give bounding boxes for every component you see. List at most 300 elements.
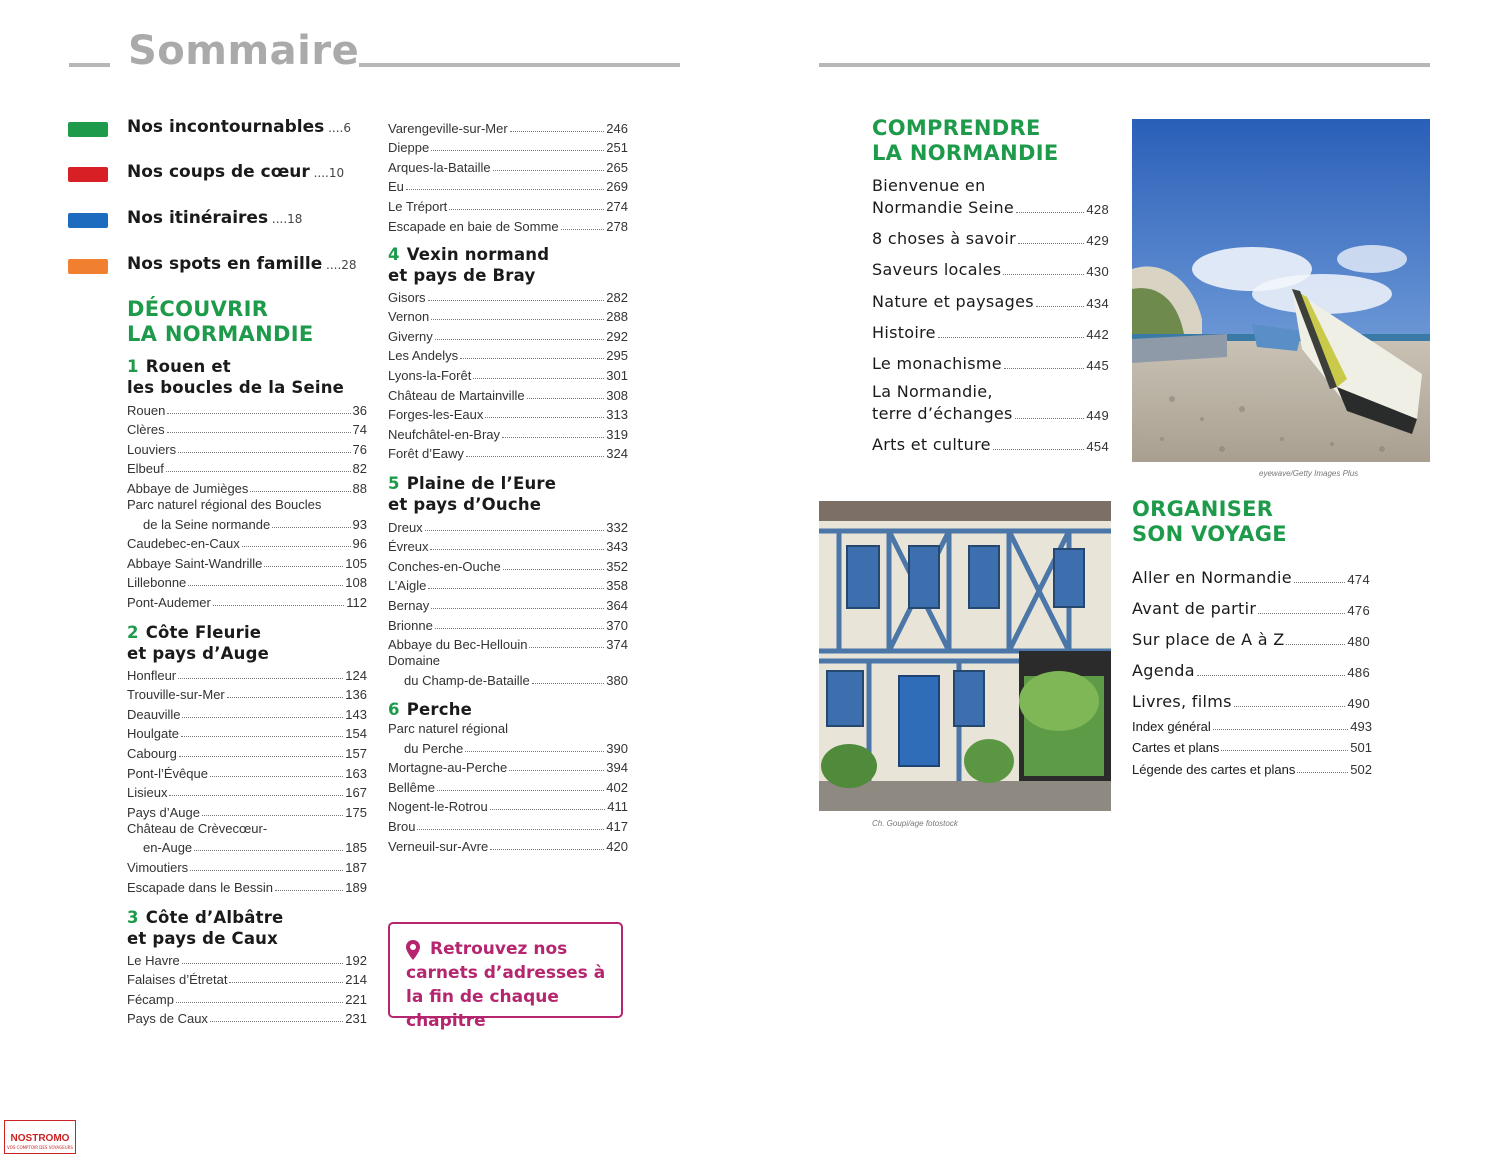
entry-page: 352 — [606, 558, 628, 574]
callout-text: Retrouvez nos carnets d’adresses à la fin de chaque chapitre — [406, 939, 606, 1031]
dot-leader — [485, 417, 604, 418]
entry-name: Pont-l’Évêque — [127, 765, 208, 781]
dot-leader — [428, 588, 604, 589]
entry-page: 175 — [345, 804, 367, 820]
organiser-small-list — [1132, 712, 1372, 777]
highlight-label — [127, 117, 351, 137]
entry-page: 430 — [1086, 264, 1109, 279]
highlight-page: ....28 — [322, 258, 357, 272]
comprendre-entry-wrap — [872, 289, 1109, 311]
comprendre-entry[interactable] — [872, 351, 1109, 373]
toc-entry[interactable] — [127, 875, 367, 895]
organiser-small-entry[interactable] — [1132, 712, 1372, 734]
comprendre-entry[interactable] — [872, 257, 1109, 279]
entry-page: 308 — [606, 387, 628, 403]
entry-name: Parc naturel régional des Boucles — [127, 496, 322, 512]
toc-entry[interactable] — [388, 574, 628, 594]
toc-entry[interactable] — [388, 422, 628, 442]
dot-leader — [1036, 306, 1085, 307]
entry-page: 76 — [352, 441, 367, 457]
toc-entry[interactable] — [388, 363, 628, 383]
organiser-entry[interactable] — [1132, 618, 1370, 649]
toc-entry[interactable] — [127, 702, 367, 722]
entry-name: Abbaye du Bec-Hellouin — [388, 637, 528, 653]
toc-entry[interactable] — [388, 554, 628, 574]
entry-page: 502 — [1350, 761, 1372, 777]
entry-page: 474 — [1347, 572, 1370, 587]
entry-name: terre d’échanges — [872, 404, 1013, 423]
entry-name: Pont-Audemer — [127, 594, 211, 610]
toc-entry[interactable] — [388, 116, 628, 136]
dot-leader — [250, 491, 350, 492]
entry-name: Giverny — [388, 328, 433, 344]
entry-name: Neufchâtel-en-Bray — [388, 426, 500, 442]
dot-leader — [502, 437, 604, 438]
dot-leader — [179, 756, 343, 757]
entry-page: 490 — [1347, 696, 1370, 711]
chapter-heading — [127, 357, 344, 398]
entry-page: 454 — [1086, 439, 1109, 454]
chapter-number: 5 — [388, 474, 400, 493]
dot-leader — [242, 546, 351, 547]
entry-name: Lisieux — [127, 785, 168, 801]
entry-name: Normandie Seine — [872, 198, 1015, 217]
dot-leader — [227, 697, 344, 698]
entry-name: Brou — [388, 818, 416, 834]
entry-name: Conches-en-Ouche — [388, 558, 501, 574]
entry-name: Agenda — [1132, 661, 1195, 680]
entry-name: du Champ-de-Bataille — [404, 672, 530, 688]
toc-entry[interactable] — [388, 756, 628, 776]
dot-leader — [417, 829, 604, 830]
chapter-heading — [388, 700, 472, 721]
page-title: Sommaire — [128, 28, 360, 74]
dot-leader — [167, 432, 351, 433]
comprendre-entry[interactable] — [872, 195, 1109, 217]
dot-leader — [275, 890, 343, 891]
entry-name: Avant de partir — [1132, 599, 1257, 618]
entry-page: 292 — [606, 328, 628, 344]
toc-entry[interactable] — [388, 795, 628, 815]
organiser-entry[interactable] — [1132, 556, 1370, 587]
entry-name: Pays de Caux — [127, 1011, 208, 1027]
entry-name: en-Auge — [143, 840, 193, 856]
dot-leader — [993, 449, 1085, 450]
entry-page: 124 — [345, 667, 367, 683]
chapter-title-line1: Rouen et — [145, 357, 231, 376]
toc-entry[interactable] — [388, 633, 628, 653]
highlight-name: Nos incontournables — [127, 117, 325, 137]
chapter-entries — [388, 515, 628, 688]
toc-entry[interactable] — [388, 814, 628, 834]
organiser-entry[interactable] — [1132, 649, 1370, 680]
entry-name: Dieppe — [388, 140, 430, 156]
entry-page: 428 — [1086, 202, 1109, 217]
highlight-name: Nos itinéraires — [127, 208, 269, 228]
toc-entry[interactable] — [127, 398, 367, 418]
entry-name: Vernon — [388, 309, 430, 325]
entry-name: Bellême — [388, 779, 435, 795]
dot-leader — [188, 585, 343, 586]
toc-entry[interactable] — [388, 324, 628, 344]
entry-name: du Perche — [404, 740, 464, 756]
entry-name: Château de Crèvecœur- — [127, 820, 268, 836]
toc-entry[interactable] — [388, 720, 628, 736]
entry-name: Varengeville-sur-Mer — [388, 120, 508, 136]
entry-page: 449 — [1086, 408, 1109, 423]
color-bar-icon — [68, 259, 108, 274]
entry-page: 420 — [606, 838, 628, 854]
toc-entry[interactable] — [388, 442, 628, 462]
toc-entry[interactable] — [388, 652, 628, 668]
entry-name: Sur place de A à Z — [1132, 630, 1285, 649]
dot-leader — [1297, 772, 1348, 773]
entry-page: 493 — [1350, 718, 1372, 734]
entry-name: Le monachisme — [872, 354, 1002, 373]
entry-name: Brionne — [388, 617, 433, 633]
toc-entry[interactable] — [388, 136, 628, 156]
dot-leader — [1015, 418, 1085, 419]
comprendre-entry[interactable] — [872, 401, 1109, 423]
dot-leader — [182, 963, 344, 964]
entry-name: Escapade en baie de Somme — [388, 218, 559, 234]
toc-entry[interactable] — [127, 532, 367, 552]
dot-leader — [435, 628, 604, 629]
organiser-entry[interactable] — [1132, 680, 1370, 711]
dot-leader — [190, 870, 343, 871]
entry-page: 185 — [345, 840, 367, 856]
organiser-heading-line2: SON VOYAGE — [1132, 522, 1287, 546]
dot-leader — [431, 150, 604, 151]
dot-leader — [465, 751, 604, 752]
entry-page: 370 — [606, 617, 628, 633]
entry-page: 221 — [345, 991, 367, 1007]
entry-page: 319 — [606, 426, 628, 442]
dot-leader — [460, 358, 604, 359]
entry-page: 411 — [607, 799, 628, 815]
toc-entry[interactable] — [127, 571, 367, 591]
chapter-title-line2: et pays de Caux — [127, 928, 278, 948]
toc-entry[interactable] — [127, 855, 367, 875]
toc-entry[interactable] — [388, 403, 628, 423]
entry-page: 501 — [1350, 740, 1372, 755]
highlight-item[interactable] — [68, 159, 388, 189]
organiser-small-entry[interactable] — [1132, 755, 1372, 777]
dot-leader — [1018, 243, 1084, 244]
entry-name: Abbaye de Jumièges — [127, 480, 249, 496]
toc-entry[interactable] — [127, 512, 367, 532]
right-page-rule — [819, 63, 1430, 67]
highlight-label — [127, 162, 344, 182]
decouvrir-heading — [127, 297, 313, 347]
dot-leader — [490, 849, 604, 850]
chapter-number: 2 — [127, 623, 139, 642]
entry-page: 278 — [606, 218, 628, 234]
toc-entry[interactable] — [388, 736, 628, 756]
house-photo-credit: Ch. Goupi/age fotostock — [872, 819, 958, 828]
toc-entry[interactable] — [127, 496, 367, 512]
entry-page: 429 — [1086, 233, 1109, 248]
color-bar-icon — [68, 122, 108, 137]
comprendre-entry-wrap — [872, 351, 1109, 373]
highlight-name: Nos spots en famille — [127, 254, 323, 274]
toc-entry[interactable] — [388, 383, 628, 403]
toc-entry[interactable] — [388, 214, 628, 234]
chapter-heading — [388, 245, 549, 286]
nostromo-logo — [4, 1120, 76, 1154]
entry-name: Histoire — [872, 323, 936, 342]
chapter-title-line2: et pays d’Auge — [127, 643, 269, 663]
entry-page: 282 — [606, 289, 628, 305]
chapter-entries — [127, 948, 367, 1026]
entry-page: 295 — [606, 348, 628, 364]
toc-entry[interactable] — [127, 1007, 367, 1027]
organiser-entry[interactable] — [1132, 587, 1370, 618]
toc-entry[interactable] — [388, 515, 628, 535]
entry-page: 269 — [606, 179, 628, 195]
toc-entry[interactable] — [388, 194, 628, 214]
toc-entry[interactable] — [127, 987, 367, 1007]
entry-name: Dreux — [388, 519, 423, 535]
entry-name-line1: Bienvenue en — [872, 176, 986, 195]
chapter-title-line1: Perche — [406, 700, 473, 719]
dot-leader — [437, 790, 604, 791]
dot-leader — [431, 608, 604, 609]
comprendre-heading — [872, 116, 1058, 166]
chapter-heading — [127, 623, 269, 664]
chapter-title-line1: Côte Fleurie — [145, 623, 262, 642]
entry-page: 108 — [345, 575, 367, 591]
chapter-number: 3 — [127, 908, 139, 927]
chapter-title-line1: Vexin normand — [406, 245, 550, 264]
entry-name: Forêt d’Eawy — [388, 446, 464, 462]
chapter-title-line2: les boucles de la Seine — [127, 377, 345, 397]
entry-page: 358 — [606, 578, 628, 594]
entry-page: 136 — [345, 687, 367, 703]
dot-leader — [210, 776, 343, 777]
entry-name: Verneuil-sur-Avre — [388, 838, 489, 854]
highlight-item[interactable] — [68, 251, 388, 281]
toc-entry[interactable] — [127, 683, 367, 703]
dot-leader — [1294, 582, 1346, 583]
logo-tagline: VOS COMPTOIR DES VOYAGEURS — [7, 1145, 73, 1150]
entry-page: 394 — [606, 760, 628, 776]
entry-name: Fécamp — [127, 991, 174, 1007]
entry-page: 480 — [1347, 634, 1370, 649]
entry-name: Elbeuf — [127, 461, 164, 477]
dot-leader — [561, 229, 605, 230]
toc-entry[interactable] — [127, 836, 367, 856]
highlight-label — [127, 208, 302, 228]
organiser-list — [1132, 556, 1370, 711]
dot-leader — [938, 337, 1085, 338]
entry-name: Deauville — [127, 706, 181, 722]
entry-name: Le Tréport — [388, 198, 448, 214]
entry-name: Forges-les-Eaux — [388, 407, 484, 423]
dot-leader — [1004, 368, 1084, 369]
chapter-entries — [127, 663, 367, 895]
toc-entry[interactable] — [388, 175, 628, 195]
toc-entry[interactable] — [388, 668, 628, 688]
entry-name: Vimoutiers — [127, 859, 189, 875]
chapter-heading — [127, 908, 283, 949]
toc-entry[interactable] — [127, 476, 367, 496]
entry-name: de la Seine normande — [143, 516, 271, 532]
entry-name: Le Havre — [127, 952, 180, 968]
entry-page: 246 — [606, 120, 628, 136]
toc-entry[interactable] — [388, 834, 628, 854]
dot-leader — [529, 647, 604, 648]
entry-name: Nogent-le-Rotrou — [388, 799, 488, 815]
entry-name: Évreux — [388, 539, 429, 555]
chapter-number: 4 — [388, 245, 400, 264]
entry-name: Aller en Normandie — [1132, 568, 1292, 587]
entry-page: 364 — [606, 597, 628, 613]
dot-leader — [509, 770, 604, 771]
dot-leader — [466, 456, 604, 457]
entry-name: Château de Martainville — [388, 387, 525, 403]
beach-photo-credit: eyewave/Getty Images Plus — [1259, 469, 1359, 478]
entry-page: 231 — [345, 1011, 367, 1027]
highlight-name: Nos coups de cœur — [127, 162, 310, 182]
highlight-page: ....18 — [268, 212, 303, 226]
toc-entry[interactable] — [127, 457, 367, 477]
entry-name: Trouville-sur-Mer — [127, 687, 225, 703]
comprendre-entry[interactable] — [872, 226, 1109, 248]
entry-page: 214 — [345, 972, 367, 988]
toc-entry[interactable] — [127, 590, 367, 610]
dot-leader — [1234, 706, 1346, 707]
location-pin-icon — [406, 940, 420, 960]
entry-page: 96 — [352, 536, 367, 552]
chapter-entries — [127, 398, 367, 610]
chapter-entries — [388, 285, 628, 461]
comprendre-entry-wrap — [872, 175, 1109, 217]
highlight-page-number: 28 — [341, 258, 357, 272]
toc-entry[interactable] — [127, 722, 367, 742]
entry-page: 274 — [606, 198, 628, 214]
title-rule-right — [359, 63, 680, 67]
comprendre-entry[interactable] — [872, 320, 1109, 342]
dot-leader — [264, 566, 343, 567]
dot-leader — [178, 452, 350, 453]
entry-name: Arts et culture — [872, 435, 991, 454]
entry-name: Arques-la-Bataille — [388, 159, 491, 175]
entry-name: Rouen — [127, 402, 166, 418]
entry-name: Eu — [388, 179, 404, 195]
entry-page: 189 — [345, 879, 367, 895]
chapter-title-line2: et pays d’Ouche — [388, 494, 542, 514]
dot-leader — [532, 683, 605, 684]
dot-leader — [527, 398, 605, 399]
entry-page: 486 — [1347, 665, 1370, 680]
entry-name: Houlgate — [127, 726, 180, 742]
toc-entry[interactable] — [388, 613, 628, 633]
dot-leader — [490, 809, 606, 810]
color-bar-icon — [68, 213, 108, 228]
organiser-small-entry[interactable] — [1132, 734, 1372, 756]
entry-page: 143 — [345, 706, 367, 722]
comprendre-entry[interactable] — [872, 289, 1109, 311]
entry-name: Lillebonne — [127, 575, 187, 591]
comprendre-entry-wrap — [872, 432, 1109, 454]
toc-entry[interactable] — [127, 437, 367, 457]
dot-leader — [178, 678, 343, 679]
entry-name: Cartes et plans — [1132, 740, 1220, 755]
toc-entry[interactable] — [388, 593, 628, 613]
dot-leader — [493, 170, 605, 171]
dot-leader — [449, 209, 604, 210]
chapter-entries — [388, 116, 628, 234]
entry-name: Index général — [1132, 718, 1211, 734]
toc-entry[interactable] — [127, 551, 367, 571]
comprendre-entry[interactable] — [872, 432, 1109, 454]
toc-entry[interactable] — [388, 344, 628, 364]
dot-leader — [167, 413, 350, 414]
comprendre-entry-line1 — [872, 381, 1109, 401]
entry-name: Lyons-la-Forêt — [388, 367, 472, 383]
toc-entry[interactable] — [127, 968, 367, 988]
toc-entry[interactable] — [127, 761, 367, 781]
chapter-heading — [388, 474, 556, 515]
toc-entry[interactable] — [127, 948, 367, 968]
entry-page: 154 — [345, 726, 367, 742]
entry-page: 288 — [606, 309, 628, 325]
dot-leader — [510, 131, 605, 132]
toc-entry[interactable] — [127, 781, 367, 801]
title-rule-left — [69, 63, 110, 67]
entry-name: Mortagne-au-Perche — [388, 760, 508, 776]
chapter-entries — [388, 720, 628, 854]
entry-name: 8 choses à savoir — [872, 229, 1017, 248]
toc-entry[interactable] — [127, 800, 367, 820]
comprendre-heading-line1: COMPRENDRE — [872, 116, 1041, 140]
dot-leader — [435, 339, 605, 340]
entry-page: 402 — [606, 779, 628, 795]
toc-entry[interactable] — [388, 775, 628, 795]
dot-leader — [1197, 675, 1346, 676]
entry-name: Abbaye Saint-Wandrille — [127, 555, 263, 571]
organiser-heading — [1132, 497, 1287, 547]
highlight-label — [127, 254, 357, 274]
chapter-title-line2: et pays de Bray — [388, 265, 536, 285]
toc-entry[interactable] — [388, 535, 628, 555]
highlight-item[interactable] — [68, 114, 388, 144]
dot-leader — [431, 319, 604, 320]
entry-name: Falaises d’Étretat — [127, 972, 228, 988]
toc-entry[interactable] — [388, 285, 628, 305]
toc-entry[interactable] — [388, 305, 628, 325]
toc-entry[interactable] — [388, 155, 628, 175]
highlight-item[interactable] — [68, 205, 388, 235]
entry-page: 112 — [346, 594, 367, 610]
dot-leader — [210, 1021, 343, 1022]
highlight-page-number: 10 — [328, 166, 345, 180]
entry-page: 88 — [352, 480, 367, 496]
dot-leader — [182, 717, 343, 718]
comprendre-heading-line2: LA NORMANDIE — [872, 141, 1059, 165]
toc-entry[interactable] — [127, 741, 367, 761]
entry-page: 167 — [345, 785, 367, 801]
dot-leader — [1258, 613, 1345, 614]
toc-entry[interactable] — [127, 663, 367, 683]
toc-entry[interactable] — [127, 820, 367, 836]
entry-page: 442 — [1086, 327, 1109, 342]
entry-name: Clères — [127, 422, 165, 438]
comprendre-entry-wrap — [872, 381, 1109, 423]
entry-page: 374 — [606, 637, 628, 653]
toc-entry[interactable] — [127, 418, 367, 438]
